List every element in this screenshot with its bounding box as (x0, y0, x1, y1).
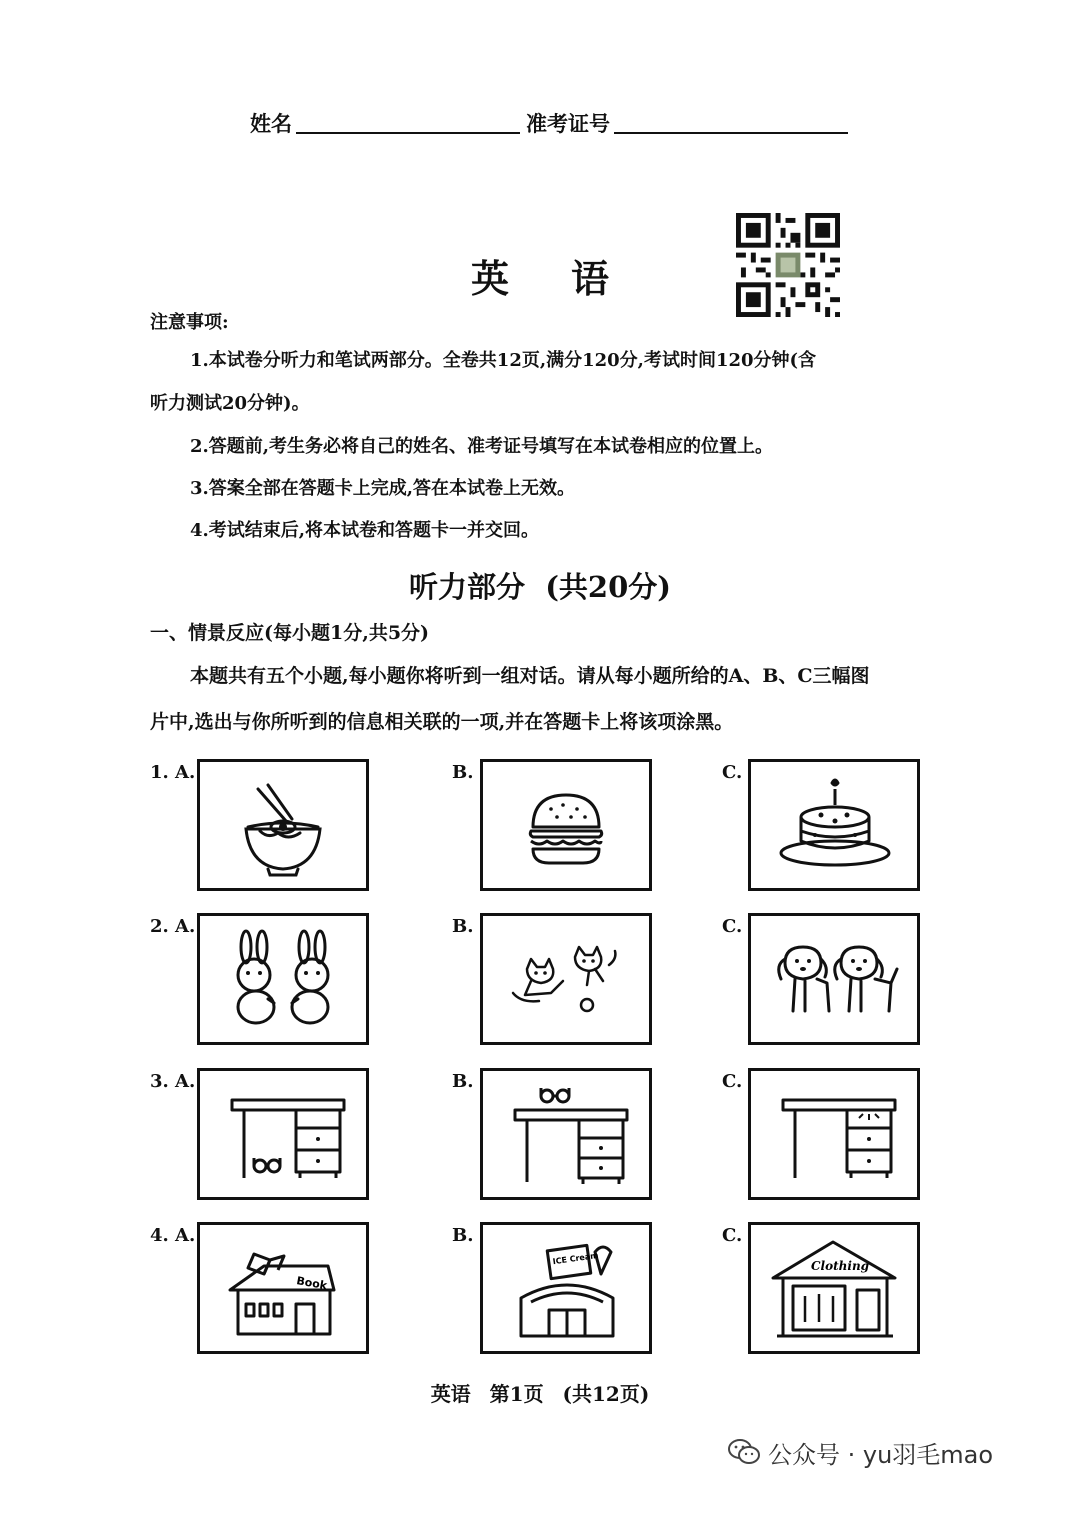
notice-item-4: 4.考试结束后,将本试卷和答题卡一并交回。 (190, 520, 540, 541)
book-sign-text: Book (295, 1274, 329, 1293)
question-2-option-b-label: B. (452, 916, 474, 937)
question-1-label: 1. A. (150, 762, 196, 783)
question-3-option-a[interactable] (197, 1068, 369, 1200)
question-2-option-c[interactable] (748, 913, 920, 1045)
page-title: 英语 (470, 256, 671, 301)
footer-total: (共12页) (562, 1382, 650, 1406)
clothing-sign-text: Clothing (811, 1259, 870, 1273)
question-1-option-c-label: C. (722, 762, 743, 783)
instruction-line-1: 本题共有五个小题,每小题你将听到一组对话。请从每小题所给的A、B、C三幅图 (190, 665, 870, 687)
footer-page: 第1页 (489, 1382, 544, 1406)
question-3-option-b[interactable] (480, 1068, 652, 1200)
question-2-option-a[interactable] (197, 913, 369, 1045)
qr-code-icon (736, 213, 840, 317)
question-1-option-c[interactable] (748, 759, 920, 891)
name-blank (296, 132, 520, 134)
desk-glasses-in-drawer-icon (759, 1078, 909, 1190)
notice-heading: 注意事项: (150, 312, 229, 333)
question-4-option-c-label: C. (722, 1225, 743, 1246)
instruction-line-2: 片中,选出与你所听到的信息相关联的一项,并在答题卡上将该项涂黑。 (150, 711, 734, 733)
question-2-option-c-label: C. (722, 916, 743, 937)
clothing-store-icon (759, 1232, 909, 1344)
question-1-option-b[interactable] (480, 759, 652, 891)
notice-item-1-line-1: 1.本试卷分听力和笔试两部分。全卷共12页,满分120分,考试时间120分钟(含 (190, 350, 817, 371)
question-3-option-c-label: C. (722, 1071, 743, 1092)
desk-glasses-on-icon (491, 1078, 641, 1190)
question-4-option-a[interactable] (197, 1222, 369, 1354)
name-label: 姓名 (250, 111, 292, 136)
ice-cream-sign-text: ICE Cream (552, 1250, 600, 1267)
ice-cream-shop-icon (491, 1232, 641, 1344)
dogs-icon (759, 923, 909, 1035)
notice-item-3: 3.答案全部在答题卡上完成,答在本试卷上无效。 (190, 478, 576, 499)
part-heading: 一、情景反应(每小题1分,共5分) (150, 622, 430, 644)
cake-icon (759, 769, 909, 881)
question-4-label: 4. A. (150, 1225, 196, 1246)
question-3-option-c[interactable] (748, 1068, 920, 1200)
question-3-option-b-label: B. (452, 1071, 474, 1092)
question-4-option-b-label: B. (452, 1225, 474, 1246)
rabbits-icon (208, 923, 358, 1035)
notice-item-1-line-2: 听力测试20分钟)。 (150, 393, 310, 414)
question-3-label: 3. A. (150, 1071, 196, 1092)
exam-id-label: 准考证号 (526, 111, 610, 136)
question-4-option-b[interactable] (480, 1222, 652, 1354)
watermark-text: 公众号 · yu羽毛mao (768, 1440, 994, 1469)
question-1-option-b-label: B. (452, 762, 474, 783)
question-4-option-c[interactable] (748, 1222, 920, 1354)
page-footer (0, 1378, 1080, 1407)
wechat-icon (728, 1438, 760, 1466)
desk-glasses-under-icon (208, 1078, 358, 1190)
exam-id-blank (614, 132, 848, 134)
question-1-option-a[interactable] (197, 759, 369, 891)
watermark (728, 1432, 993, 1472)
hamburger-icon (491, 769, 641, 881)
cats-icon (491, 923, 641, 1035)
bookstore-icon (208, 1232, 358, 1344)
noodle-bowl-icon (208, 769, 358, 881)
candidate-info-row (0, 104, 1080, 140)
footer-subject: 英语 (430, 1382, 471, 1406)
notice-item-2: 2.答题前,考生务必将自己的姓名、准考证号填写在本试卷相应的位置上。 (190, 436, 774, 457)
question-2-label: 2. A. (150, 916, 196, 937)
section-title: 听力部分 (共20分) (409, 570, 671, 604)
question-2-option-b[interactable] (480, 913, 652, 1045)
